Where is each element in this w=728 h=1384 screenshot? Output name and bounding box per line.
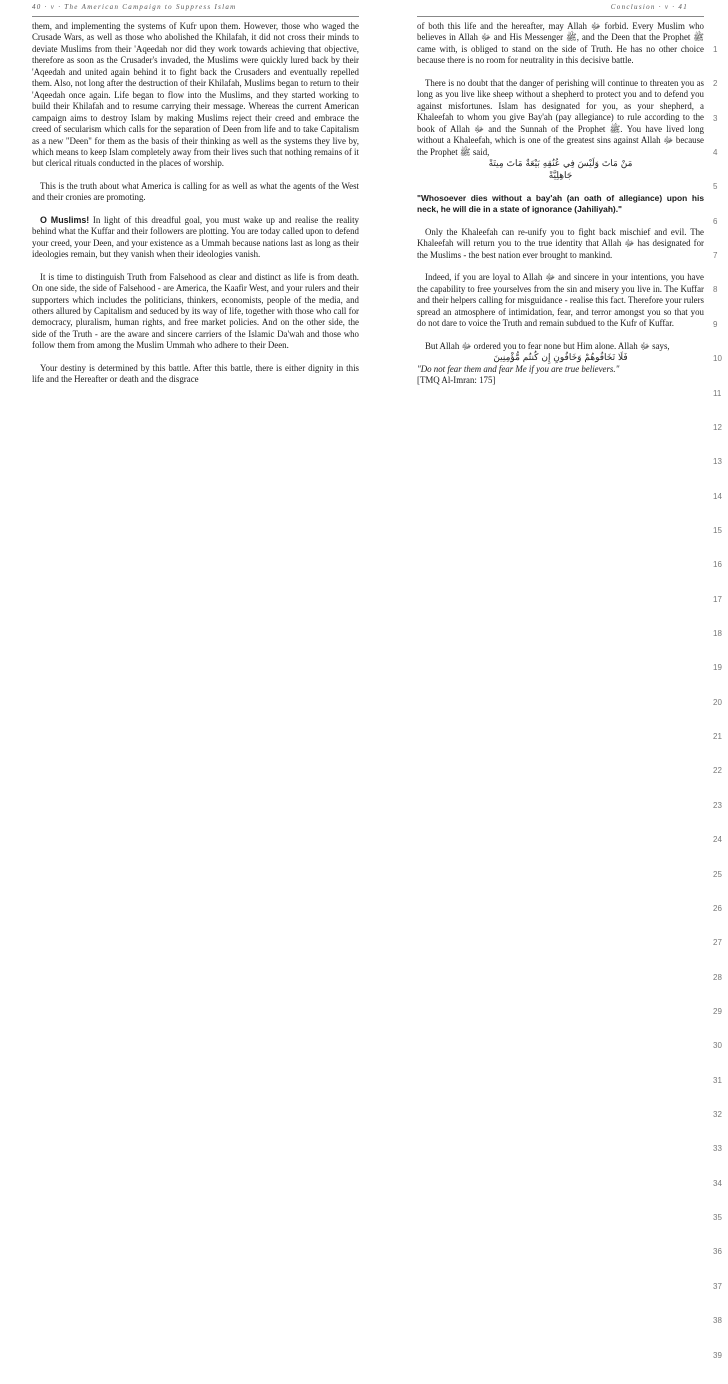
line-number: 3 [713,113,718,123]
line-number: 38 [713,1316,722,1326]
line-number: 10 [713,354,722,364]
line-number: 12 [713,422,722,432]
line-number: 19 [713,663,722,673]
line-number: 37 [713,1281,722,1291]
line-number: 35 [713,1213,722,1223]
line-number: 15 [713,525,722,535]
left-page-text [32,21,359,511]
ayah-translation-text: "Do not fear them and fear Me if you are true believers." [417,363,620,374]
line-number: 26 [713,903,722,913]
line-number: 25 [713,869,722,879]
line-number: 11 [713,388,722,398]
right-page-text [417,21,704,511]
paragraph: Indeed, if you are loyal to Allah ﷻ and sincere in your intentions, you have the capability to free yourselves from the sin and misery you live in. The Kuffar and their helpers calling for misguidance - realise this fact. Therefore your rulers spread an atmosphere of intimidation, fear, and terror amongst you so that you do not dare to voice the Truth and remain subdued to the Kufr of Kuffar. [417,272,704,329]
paragraph: There is no doubt that the danger of perishing will continue to threaten you as long as you live like sheep without a shepherd to protect you and to defend you against misfortunes. Islam has designated for you, as your shepherd, a Khaleefah to whom you give Bay'ah (pay allegiance) to rule according to the book of Allah ﷻ and the Sunnah of the Prophet ﷺ. You have lived long without a Khaleefah, which is one of the greatest sins against Allah ﷻ because the Prophet ﷺ said, [417,77,704,157]
line-number: 7 [713,251,718,261]
line-number: 32 [713,1110,722,1120]
paragraph: Your destiny is determined by this battle. After this battle, there is either dignity in this life and the Hereafter or death and the disgrace [32,362,359,385]
line-number: 33 [713,1144,722,1154]
line-number: 5 [713,182,718,192]
line-number: 21 [713,732,722,742]
line-number: 9 [713,319,718,329]
line-number: 2 [713,79,718,89]
hadith-translation: "Whosoever dies without a bay'ah (an oath of allegiance) upon his neck, he will die in a state of ignorance (Jahiliyah)." [417,192,704,215]
line-number: 23 [713,800,722,810]
line-number: 14 [713,491,722,501]
o-muslims-heading: O Muslims! [40,214,90,225]
ayah-arabic: فَلَا تَخَافُوهُمْ وَخَافُونِ إِن كُنتُم مُّؤْمِنِينَ [493,352,628,363]
ayah-translation [417,364,704,375]
line-number: 20 [713,697,722,707]
line-number: 24 [713,835,722,845]
header-rule-right [417,16,704,17]
line-number: 13 [713,457,722,467]
line-number: 4 [713,147,718,157]
line-number: 29 [713,1006,722,1016]
paragraph: But Allah ﷻ ordered you to fear none but Him alone. Allah ﷻ says, [425,340,670,351]
hadith-arabic-line-1: مَنْ مَاتَ وَلَيْسَ فِي عُنُقِهِ بَيْعَةٌ مَاتَ مِيتَةً [488,158,633,169]
line-number: 34 [713,1178,722,1188]
line-numbers [713,21,728,1384]
running-header-right: Conclusion · v · 41 [610,3,688,11]
paragraph: of both this life and the hereafter, may Allah ﷻ forbid. Every Muslim who believes in Allah ﷻ and His Messenger ﷺ, and the Deen that the Prophet ﷺ came with, is obliged to stand on the side of Truth. He has no other choice because there is no room for neutrality in this decisive battle. [417,21,704,66]
line-number: 36 [713,1247,722,1257]
line-number: 17 [713,594,722,604]
line-number: 16 [713,560,722,570]
line-number: 30 [713,1041,722,1051]
line-number: 8 [713,285,718,295]
paragraph: This is the truth about what America is calling for as well as what the agents of the West and their cronies are promoting. [32,180,359,203]
line-number: 39 [713,1350,722,1360]
hadith-arabic-line-2: جَاهِلِيَّةً [548,170,573,181]
paragraph: Only the Khaleefah can re-unify you to fight back mischief and evil. The Khaleefah will return you to the true identity that Allah ﷻ has designated for the Muslims - the best nation ever brought to mankind. [417,226,704,260]
paragraph [32,215,359,261]
ayah-reference: [TMQ Al-Imran: 175] [417,375,496,386]
line-number: 18 [713,629,722,639]
running-header-left: 40 · v · The American Campaign to Suppress Islam [32,3,237,11]
paragraph-text: In light of this dreadful goal, you must wake up and realise the reality behind what the Kuffar and their followers are plotting. You are today called upon to defend your creed, your Deen, and your existence as a Ummah because nations last as long as their ideologies remain, but they vanish when their ideologies vanish. [32,214,359,260]
line-number: 22 [713,766,722,776]
header-rule-left [32,16,359,17]
line-number: 31 [713,1075,722,1085]
line-number: 1 [713,44,718,54]
paragraph: them, and implementing the systems of Kufr upon them. However, those who waged the Crusade Wars, as well as those who abolished the Khilafah, it did not cross their minds to deviate Muslims from their 'Aqeedah nor did they work towards achieving that objective, therefore as soon as the Crusader's invaded, the Muslims were quickly lured back by their 'Aqeedah and united again behind it to fight back the Crusaders and eventually repelled them. Also, not long after the destruction of their Khilafah, Muslims began to return to their 'Aqeedah once again. Life began to flow into the Muslims, and they started working to build their Khilafah and to resume carrying their message. Whereas the current American campaign aims to destroy Islam by making Muslims reject their creed and embrace the creed of secularism which calls for the separation of Deen from life and to take Capitalism as a new "Deen" for them as the basis of their thinking as well as the systems they live by, which means to keep Islam completely away from their lives such that nothing remains of it but clerical rituals conducted in the places of worship. [32,21,359,169]
line-number: 28 [713,972,722,982]
paragraph: It is time to distinguish Truth from Falsehood as clear and distinct as life is from death. On one side, the side of Falsehood - are America, the Kaafir West, and your rulers and their supporters which includes the politicians, thinkers, economists, people of the media, and others allured by Capitalism and seduced by its way of life, together with those who call for democracy, pluralism, human rights, and free market policies. And on the other side, the side of the Truth - are the aware and sincere carriers of the Islamic Da'wah and those who follow them from among the Muslim Ummah who adhere to their Deen. [32,271,359,351]
line-number: 6 [713,216,718,226]
line-number: 27 [713,938,722,948]
